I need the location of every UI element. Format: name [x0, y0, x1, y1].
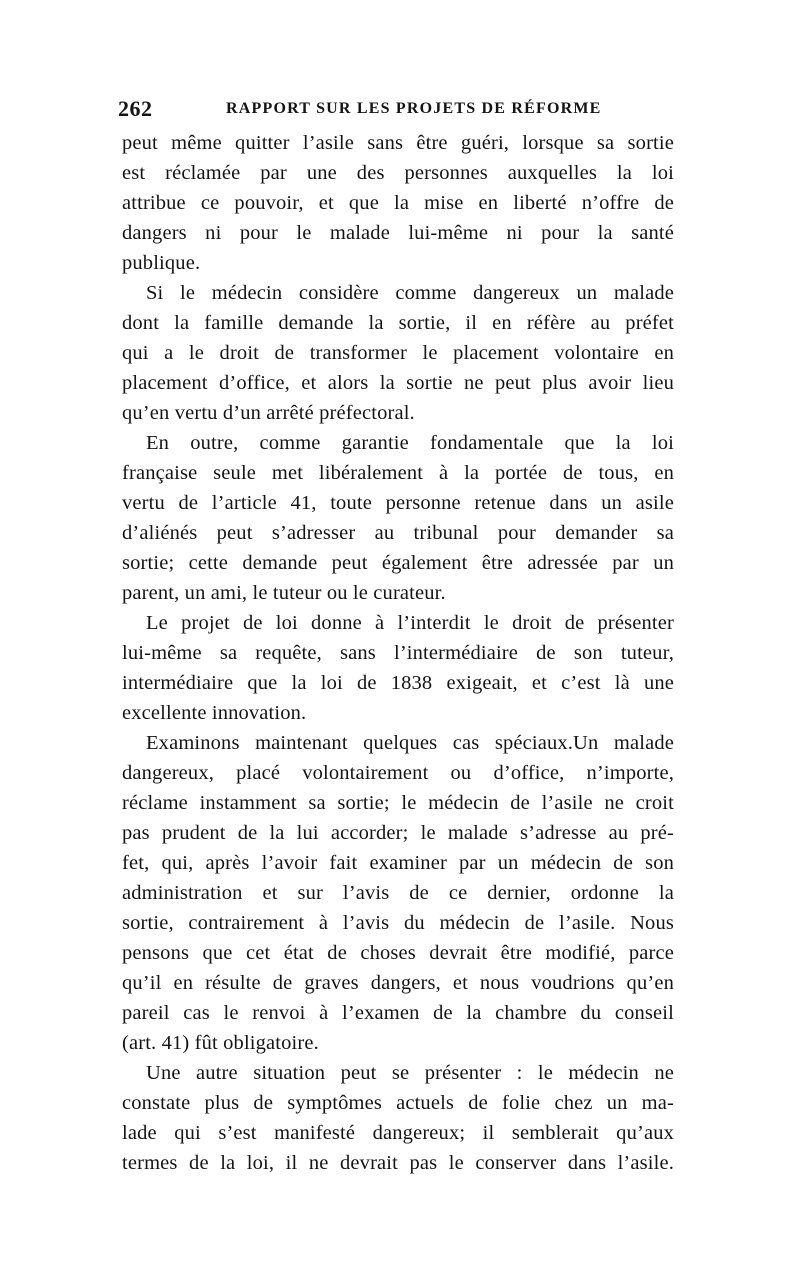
text-line: lui-même sa requête, sans l’intermédiaire de son tuteur, [122, 642, 674, 664]
text-line: Si le médecin considère comme dangereux un malade [146, 282, 674, 304]
text-line: termes de la loi, il ne devrait pas le conserver dans l’asile. [122, 1152, 674, 1174]
text-line: sortie; cette demande peut également être adressée par un [122, 552, 674, 574]
text-line: pas prudent de la lui accorder; le malade s’adresse au pré- [122, 822, 674, 844]
text-line: Une autre situation peut se présenter : le médecin ne [146, 1062, 674, 1084]
text-line: qui a le droit de transformer le placement volontaire en [122, 342, 674, 364]
running-title: RAPPORT SUR LES PROJETS DE RÉFORME [226, 100, 602, 117]
text-line: constate plus de symptômes actuels de folie chez un ma- [122, 1092, 674, 1114]
text-line: administration et sur l’avis de ce dernier, ordonne la [122, 882, 674, 904]
text-line: pensons que cet état de choses devrait être modifié, parce [122, 942, 674, 964]
text-line: Le projet de loi donne à l’interdit le droit de présenter [146, 612, 674, 634]
text-line: intermédiaire que la loi de 1838 exigeait, et c’est là une [122, 672, 674, 694]
text-line: peut même quitter l’asile sans être guéri, lorsque sa sortie [122, 132, 674, 154]
text-line: Examinons maintenant quelques cas spéciaux.Un malade [146, 732, 674, 754]
text-line: d’aliénés peut s’adresser au tribunal pour demander sa [122, 522, 674, 544]
text-line: réclame instamment sa sortie; le médecin de l’asile ne croit [122, 792, 674, 814]
text-line: qu’en vertu d’un arrêté préfectoral. [122, 402, 415, 424]
page-number: 262 [118, 96, 153, 121]
text-line: pareil cas le renvoi à l’examen de la chambre du conseil [122, 1002, 674, 1024]
text-line: parent, un ami, le tuteur ou le curateur. [122, 582, 446, 604]
text-line: (art. 41) fût obligatoire. [122, 1032, 319, 1054]
running-head [118, 96, 678, 126]
text-line: dangers ni pour le malade lui-même ni pour la santé [122, 222, 674, 244]
text-line: attribue ce pouvoir, et que la mise en liberté n’offre de [122, 192, 674, 214]
text-line: dont la famille demande la sortie, il en réfère au préfet [122, 312, 674, 334]
text-line: française seule met libéralement à la portée de tous, en [122, 462, 674, 484]
text-line: En outre, comme garantie fondamentale que la loi [146, 432, 674, 454]
text-line: est réclamée par une des personnes auxquelles la loi [122, 162, 674, 184]
text-line: qu’il en résulte de graves dangers, et nous voudrions qu’en [122, 972, 674, 994]
text-line: fet, qui, après l’avoir fait examiner par un médecin de son [122, 852, 674, 874]
text-line: sortie, contrairement à l’avis du médecin de l’asile. Nous [122, 912, 674, 934]
text-line: excellente innovation. [122, 702, 307, 724]
text-line: dangereux, placé volontairement ou d’office, n’importe, [122, 762, 674, 784]
text-line: lade qui s’est manifesté dangereux; il semblerait qu’aux [122, 1122, 674, 1144]
text-line: vertu de l’article 41, toute personne retenue dans un asile [122, 492, 674, 514]
body-text [122, 128, 674, 1178]
text-line: publique. [122, 252, 201, 274]
text-line: placement d’office, et alors la sortie ne peut plus avoir lieu [122, 372, 674, 394]
